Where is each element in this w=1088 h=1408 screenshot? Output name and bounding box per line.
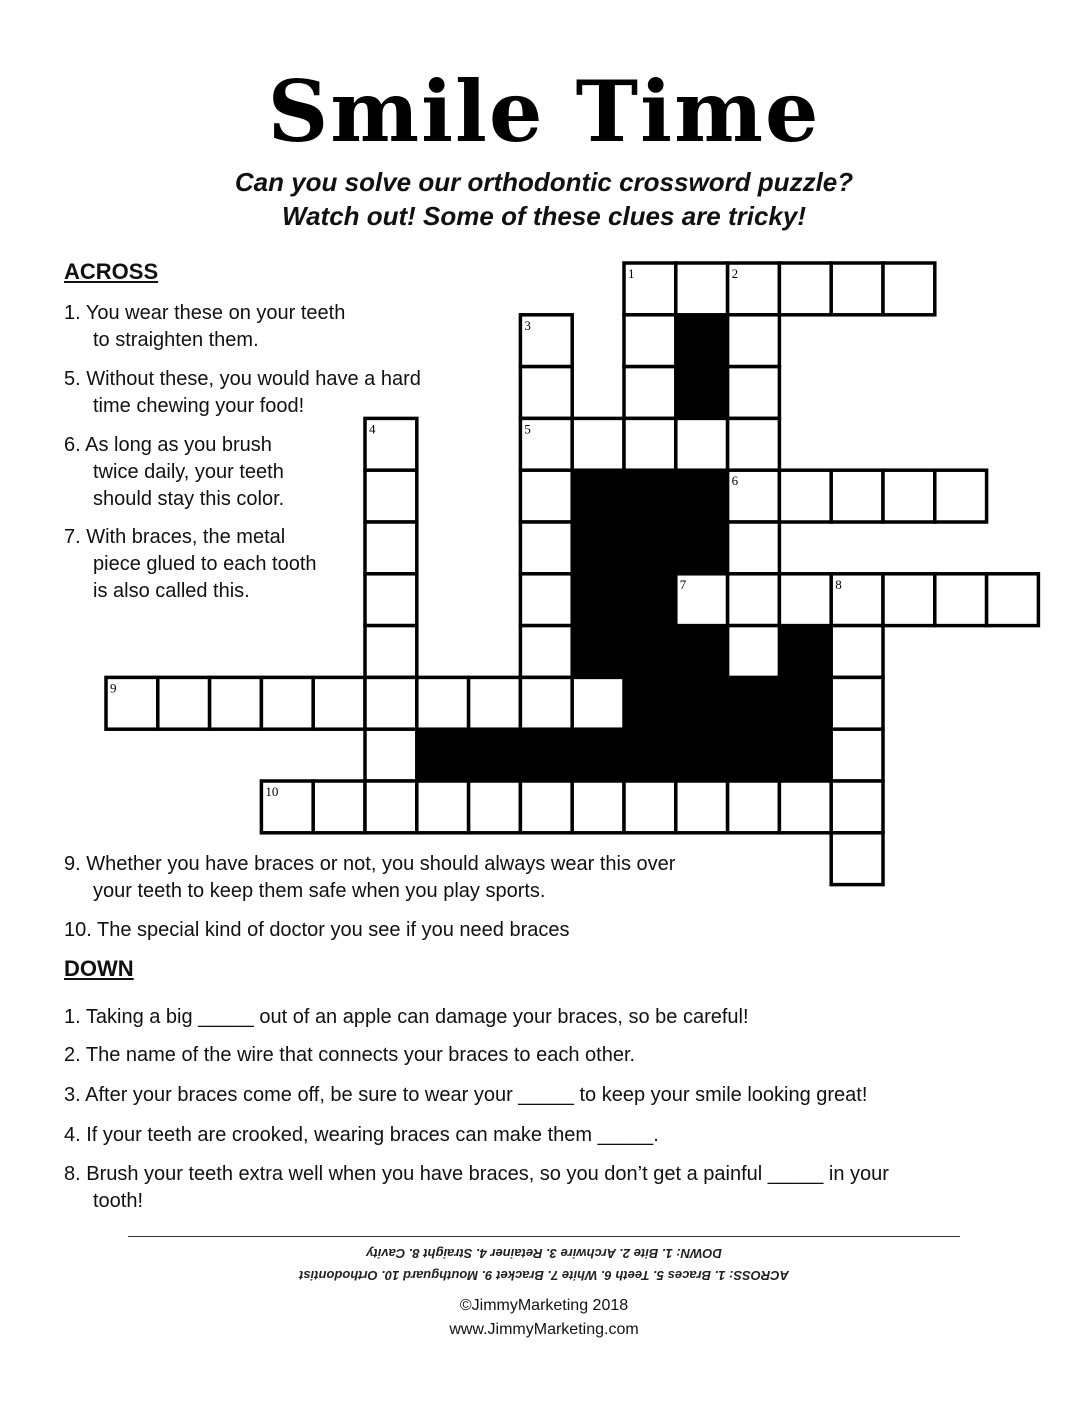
cell-number: 6 xyxy=(731,473,739,489)
crossword-cell[interactable] xyxy=(313,781,365,833)
across-heading: ACROSS xyxy=(64,259,159,284)
across-clue-6 xyxy=(64,432,284,513)
crossword-cell[interactable] xyxy=(365,781,417,833)
crossword-cell[interactable] xyxy=(676,574,728,626)
clue-text: 4. If your teeth are crooked, wearing braces can make them _____. xyxy=(64,1124,659,1146)
crossword-cell[interactable] xyxy=(831,781,883,833)
crossword-cell[interactable] xyxy=(417,677,469,729)
black-cell xyxy=(624,626,676,678)
clue-text: 3. After your braces come off, be sure to wear your _____ to keep your smile looking great! xyxy=(64,1084,868,1106)
crossword-cell[interactable] xyxy=(779,574,831,626)
black-cell xyxy=(676,729,728,781)
black-cell xyxy=(624,522,676,574)
black-cell xyxy=(572,522,624,574)
crossword-cell[interactable] xyxy=(624,418,676,470)
crossword-cell[interactable] xyxy=(624,315,676,367)
crossword-cell[interactable] xyxy=(728,315,780,367)
crossword-cell[interactable] xyxy=(883,574,935,626)
black-cell xyxy=(469,729,521,781)
answer-key-down: DOWN: 1. Bite 2. Archwire 3. Retainer 4. Straight 8. Cavity xyxy=(366,1246,722,1261)
cell-number: 1 xyxy=(628,266,635,281)
black-cell xyxy=(676,626,728,678)
down-clue-2 xyxy=(64,1042,635,1069)
crossword-cell[interactable] xyxy=(728,574,780,626)
crossword-cell[interactable] xyxy=(779,263,831,315)
down-clue-1 xyxy=(64,1004,749,1031)
down-clue-8 xyxy=(64,1161,889,1215)
clue-text-continued: is also called this. xyxy=(93,580,250,602)
clue-text-continued: your teeth to keep them safe when you play sports. xyxy=(93,880,546,902)
crossword-cell[interactable] xyxy=(520,574,572,626)
crossword-cell[interactable] xyxy=(520,626,572,678)
cell-number: 10 xyxy=(265,784,279,799)
crossword-cell[interactable] xyxy=(572,781,624,833)
cell-number: 9 xyxy=(110,680,117,696)
crossword-cell[interactable] xyxy=(624,367,676,419)
clue-text: 7. With braces, the metal xyxy=(64,526,286,548)
black-cell xyxy=(624,729,676,781)
crossword-cell[interactable] xyxy=(520,781,572,833)
crossword-cell[interactable] xyxy=(831,833,883,885)
crossword-cell[interactable] xyxy=(935,470,987,522)
clue-text: 9. Whether you have braces or not, you should always wear this over xyxy=(64,853,676,875)
black-cell xyxy=(728,729,780,781)
black-cell xyxy=(417,729,469,781)
clue-text: 1. Taking a big _____ out of an apple can damage your braces, so be careful! xyxy=(64,1006,749,1028)
crossword-cell[interactable] xyxy=(313,677,365,729)
crossword-cell[interactable] xyxy=(779,781,831,833)
cell-number: 2 xyxy=(731,266,739,281)
clue-text: 6. As long as you brush xyxy=(64,434,272,456)
across-clue-5 xyxy=(64,366,421,420)
black-cell xyxy=(779,626,831,678)
black-cell xyxy=(520,729,572,781)
clue-text: 10. The special kind of doctor you see if you need braces xyxy=(64,919,570,941)
crossword-cell[interactable] xyxy=(520,677,572,729)
across-clue-10 xyxy=(64,917,570,944)
clue-text: 1. You wear these on your teeth xyxy=(64,302,346,324)
crossword-cell[interactable] xyxy=(831,729,883,781)
crossword-cell[interactable] xyxy=(728,418,780,470)
crossword-cell[interactable] xyxy=(365,677,417,729)
black-cell xyxy=(779,677,831,729)
crossword-cell[interactable] xyxy=(624,781,676,833)
crossword-cell[interactable] xyxy=(831,470,883,522)
crossword-cell[interactable] xyxy=(883,263,935,315)
crossword-cell[interactable] xyxy=(624,263,676,315)
page-title: Smile Time xyxy=(267,62,821,161)
crossword-cell[interactable] xyxy=(831,626,883,678)
crossword-cell[interactable] xyxy=(831,574,883,626)
black-cell xyxy=(572,626,624,678)
black-cell xyxy=(572,574,624,626)
crossword-cell[interactable] xyxy=(728,367,780,419)
crossword-cell[interactable] xyxy=(520,470,572,522)
crossword-cell[interactable] xyxy=(935,574,987,626)
answer-key-across: ACROSS: 1. Braces 5. Teeth 6. White 7. Bracket 9. Mouthguard 10. Orthodontist xyxy=(299,1268,790,1283)
crossword-cell[interactable] xyxy=(883,470,935,522)
crossword-cell[interactable] xyxy=(365,522,417,574)
crossword-cell[interactable] xyxy=(831,263,883,315)
across-clue-1 xyxy=(64,300,345,354)
crossword-cell[interactable] xyxy=(572,418,624,470)
crossword-cell[interactable] xyxy=(987,574,1039,626)
crossword-cell[interactable] xyxy=(520,367,572,419)
black-cell xyxy=(779,729,831,781)
cell-number: 8 xyxy=(835,576,842,592)
crossword-cell[interactable] xyxy=(779,470,831,522)
crossword-cell[interactable] xyxy=(728,781,780,833)
cell-number: 4 xyxy=(369,421,376,437)
black-cell xyxy=(676,522,728,574)
divider-line xyxy=(128,1236,960,1237)
crossword-cell[interactable] xyxy=(261,781,313,833)
crossword-cell[interactable] xyxy=(365,470,417,522)
crossword-cell[interactable] xyxy=(728,470,780,522)
clue-text-continued: should stay this color. xyxy=(93,488,285,510)
subtitle-line-2: Watch out! Some of these clues are tricky! xyxy=(282,201,806,231)
crossword-cell[interactable] xyxy=(158,677,210,729)
crossword-cell[interactable] xyxy=(520,522,572,574)
website-text: www.JimmyMarketing.com xyxy=(449,1321,639,1338)
crossword-cell[interactable] xyxy=(676,781,728,833)
black-cell xyxy=(676,315,728,367)
black-cell xyxy=(624,470,676,522)
crossword-cell[interactable] xyxy=(831,677,883,729)
black-cell xyxy=(728,677,780,729)
cell-number: 5 xyxy=(524,421,531,437)
cell-number: 3 xyxy=(524,317,531,333)
copyright-text: ©JimmyMarketing 2018 xyxy=(459,1297,629,1314)
across-clue-9 xyxy=(64,851,675,905)
crossword-cell[interactable] xyxy=(365,729,417,781)
crossword-cell[interactable] xyxy=(572,677,624,729)
crossword-cell[interactable] xyxy=(261,677,313,729)
black-cell xyxy=(676,677,728,729)
crossword-cell[interactable] xyxy=(728,626,780,678)
clue-text-continued: piece glued to each tooth xyxy=(93,553,317,575)
crossword-cell[interactable] xyxy=(417,781,469,833)
cell-number: 7 xyxy=(679,576,687,592)
down-heading: DOWN xyxy=(64,956,134,981)
crossword-cell[interactable] xyxy=(520,418,572,470)
clue-text-continued: to straighten them. xyxy=(93,329,259,351)
black-cell xyxy=(572,729,624,781)
crossword-cell[interactable] xyxy=(676,263,728,315)
clue-text-continued: twice daily, your teeth xyxy=(93,461,284,483)
crossword-cell[interactable] xyxy=(728,522,780,574)
crossword-cell[interactable] xyxy=(728,263,780,315)
crossword-cell[interactable] xyxy=(469,781,521,833)
crossword-cell[interactable] xyxy=(106,677,158,729)
crossword-cell[interactable] xyxy=(210,677,262,729)
clue-text-continued: time chewing your food! xyxy=(93,395,305,417)
black-cell xyxy=(624,677,676,729)
across-clue-7 xyxy=(64,524,317,605)
crossword-cell[interactable] xyxy=(365,418,417,470)
black-cell xyxy=(676,367,728,419)
black-cell xyxy=(572,470,624,522)
crossword-cell[interactable] xyxy=(676,418,728,470)
crossword-cell[interactable] xyxy=(520,315,572,367)
crossword-cell[interactable] xyxy=(365,574,417,626)
subtitle-line-1: Can you solve our orthodontic crossword puzzle? xyxy=(234,167,854,197)
clue-text: 8. Brush your teeth extra well when you have braces, so you don’t get a painful _____ in your xyxy=(64,1163,889,1185)
clue-text: 2. The name of the wire that connects your braces to each other. xyxy=(64,1044,636,1066)
clue-text-continued: tooth! xyxy=(93,1190,144,1212)
clue-text: 5. Without these, you would have a hard xyxy=(64,368,421,390)
crossword-cell[interactable] xyxy=(469,677,521,729)
black-cell xyxy=(624,574,676,626)
down-clue-3 xyxy=(64,1082,867,1109)
down-clue-4 xyxy=(64,1122,659,1149)
crossword-cell[interactable] xyxy=(365,626,417,678)
black-cell xyxy=(676,470,728,522)
